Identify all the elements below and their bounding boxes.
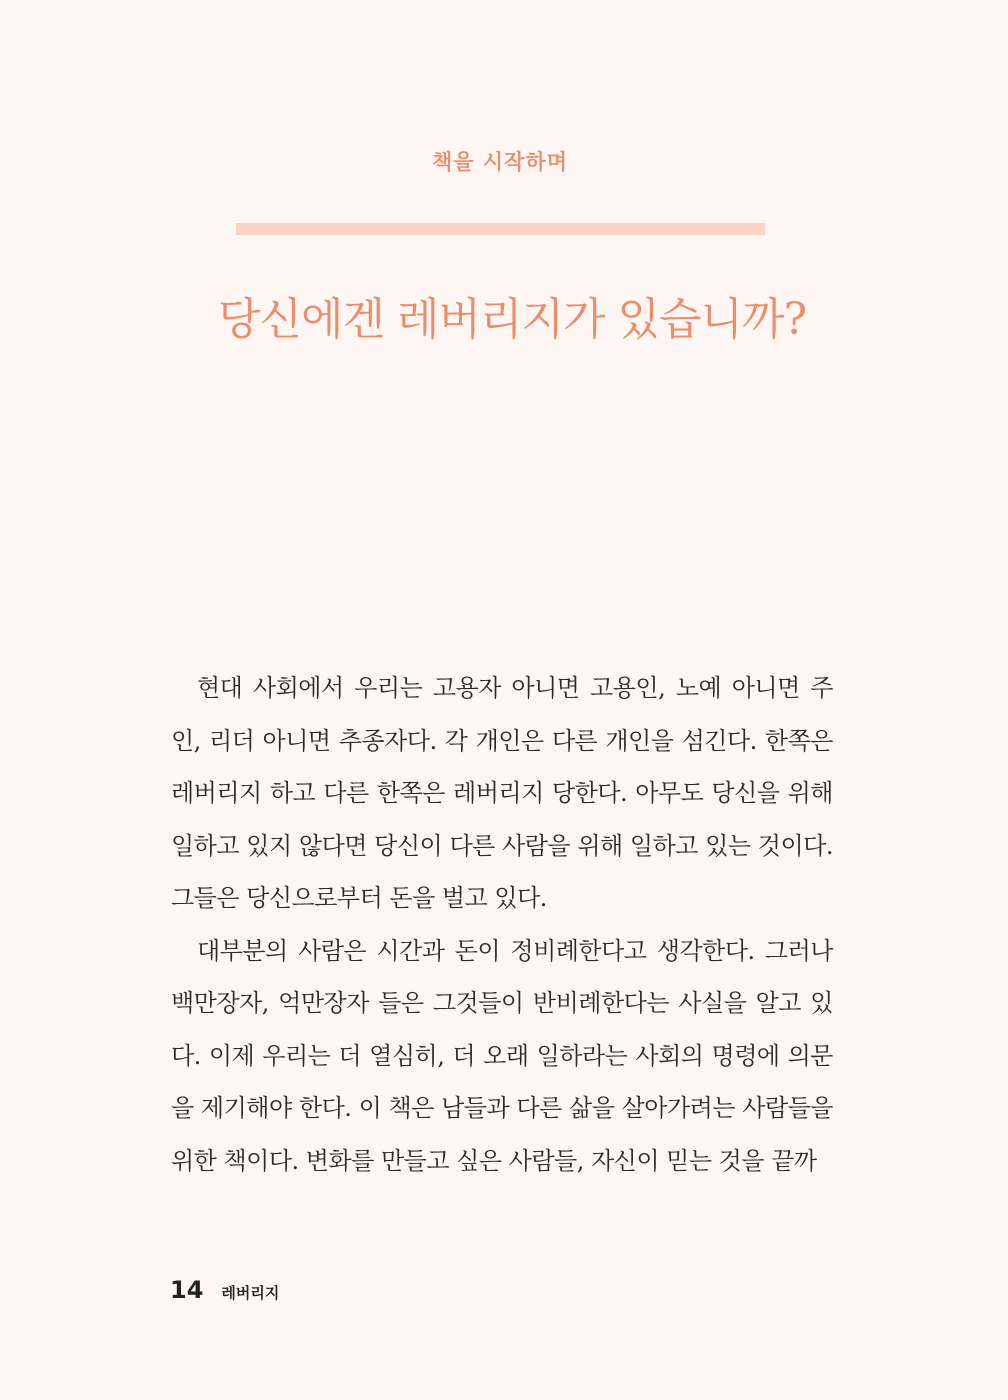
paragraph: 현대 사회에서 우리는 고용자 아니면 고용인, 노예 아니면 주인, 리더 아니면 추종자다. 각 개인은 다른 개인을 섬긴다. 한쪽은 레버리지 하고 다른 한쪽은 레버리지 당한다. 아무도 당신을 위해 일하고 있지 않다면 당신이 다른 사람을 위해 일하고 있는 것이다. 그들은 당신으로부터 돈을 벌고 있다. — [171, 674, 833, 912]
title-divider-bar — [236, 223, 765, 235]
section-label: 책을 시작하며 — [431, 150, 569, 174]
body-text — [171, 662, 833, 1187]
page-number: 14 — [170, 1276, 204, 1304]
running-head: 레버리지 — [221, 1284, 280, 1302]
paragraph: 대부분의 사람은 시간과 돈이 정비례한다고 생각한다. 그러나 백만장자, 억만장자 들은 그것들이 반비례한다는 사실을 알고 있다. 이제 우리는 더 열심히, 더 오래 일하라는 사회의 명령에 의문을 제기해야 한다. 이 책은 남들과 다른 삶을 살아가려는 사람들을 위한 책이다. 변화를 만들고 싶은 사람들, 자신이 믿는 것을 끝까 — [171, 936, 833, 1175]
chapter-title: 당신에겐 레버리지가 있습니까? — [217, 294, 807, 345]
page-footer — [170, 1276, 279, 1304]
